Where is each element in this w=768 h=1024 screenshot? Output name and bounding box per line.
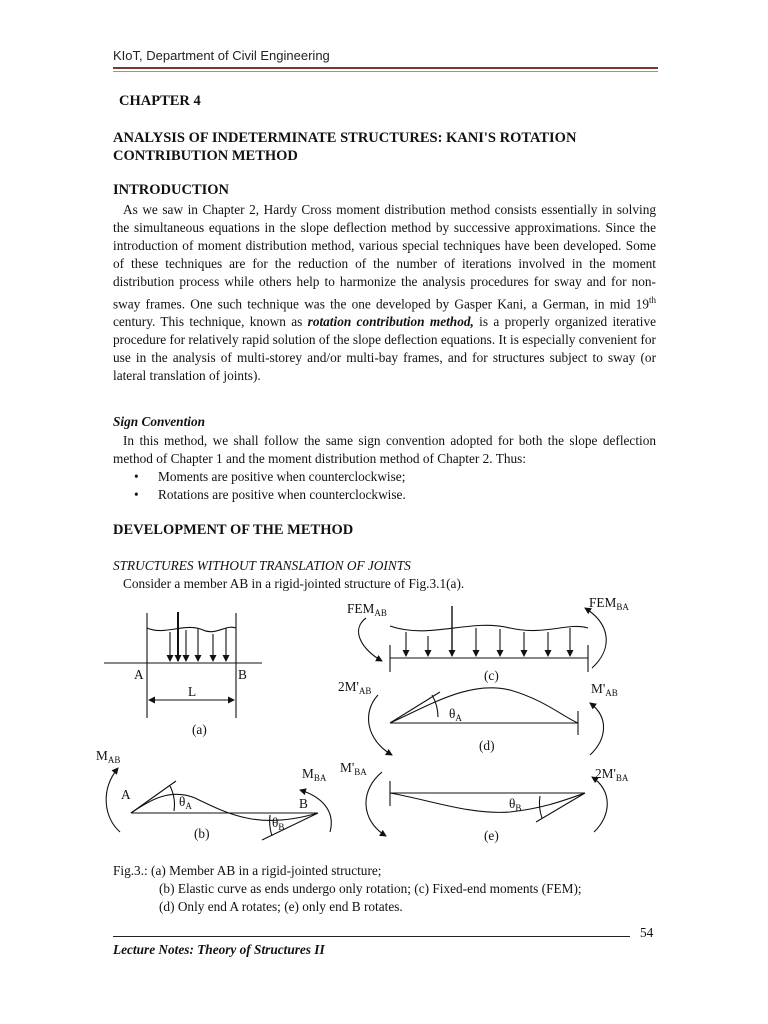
label-e-2m-sub: BA xyxy=(615,773,629,783)
bullet-icon: • xyxy=(134,487,139,502)
label-c-fem-ba-sub: BA xyxy=(616,602,629,612)
svg-text:M'BA xyxy=(340,760,367,777)
label-d-caption: (d) xyxy=(479,738,495,753)
header-rule-thin xyxy=(113,71,658,72)
label-e-theta-sub: B xyxy=(515,803,522,813)
intro-superscript: th xyxy=(648,295,656,305)
svg-text:FEMAB xyxy=(347,601,387,618)
diagram-e xyxy=(366,772,607,836)
intro-text-2: century. This technique, known as xyxy=(113,314,308,330)
svg-text:M'AB xyxy=(591,681,618,698)
caption-line-3: (d) Only end A rotates; (e) only end B rotates. xyxy=(159,899,403,914)
label-b-A: A xyxy=(121,787,131,802)
page-header: KIoT, Department of Civil Engineering xyxy=(113,48,330,63)
sign-convention-text: In this method, we shall follow the same sign convention adopted for both the slope deflection method of Chapter 1 and the moment distribution method of Chapter 2. Thus: xyxy=(113,433,656,466)
label-c-fem-ab-sub: AB xyxy=(374,608,387,618)
label-d-2m-sub: AB xyxy=(358,686,372,696)
label-b-mab: M xyxy=(96,748,108,763)
label-b-mba: M xyxy=(302,766,314,781)
label-b-mba-sub: BA xyxy=(313,773,327,783)
label-e-m: M' xyxy=(340,760,355,775)
label-d-m-sub: AB xyxy=(605,688,618,698)
svg-text:MBA xyxy=(302,766,327,783)
development-heading: DEVELOPMENT OF THE METHOD xyxy=(113,522,354,538)
svg-text:FEMBA xyxy=(589,595,629,612)
label-e-theta: θ xyxy=(509,796,516,811)
footer-rule xyxy=(113,936,630,937)
label-a-L: L xyxy=(188,684,197,699)
label-e-2m: 2M' xyxy=(595,766,616,781)
svg-text:θA xyxy=(449,706,462,723)
svg-text:2M'BA xyxy=(595,766,629,783)
label-d-2m: 2M' xyxy=(338,679,359,694)
list-item xyxy=(134,468,406,486)
label-d-m: M' xyxy=(591,681,606,696)
diagram-b xyxy=(106,768,331,840)
sign-convention-paragraph xyxy=(113,432,656,468)
chapter-title-line-2: CONTRIBUTION METHOD xyxy=(113,148,298,164)
consider-text: Consider a member AB in a rigid-jointed structure of Fig.3.1(a). xyxy=(123,576,465,591)
label-a-caption: (a) xyxy=(192,722,207,737)
label-b-theta-b: θ xyxy=(272,815,279,830)
label-b-caption: (b) xyxy=(194,826,210,841)
label-c-fem-ab: FEM xyxy=(347,601,375,616)
sign-convention-heading: Sign Convention xyxy=(113,414,206,429)
label-b-theta-b-sub: B xyxy=(278,822,285,832)
svg-text:θB xyxy=(272,815,284,832)
list-item-text: Rotations are positive when counterclockwise. xyxy=(158,487,406,502)
figure-caption xyxy=(113,862,582,916)
list-item xyxy=(134,486,406,504)
label-b-theta-a: θ xyxy=(179,794,186,809)
header-rule xyxy=(113,67,658,69)
caption-line-1: Fig.3.: (a) Member AB in a rigid-jointed structure; xyxy=(113,863,382,878)
intro-bold-phrase: rotation contribution method, xyxy=(307,314,474,330)
label-c-caption: (c) xyxy=(484,668,499,683)
figure-diagrams xyxy=(0,590,768,860)
svg-text:θB xyxy=(509,796,521,813)
label-b-theta-a-sub: A xyxy=(185,801,192,811)
chapter-title xyxy=(113,129,658,165)
label-b-B: B xyxy=(299,796,308,811)
label-d-theta-sub: A xyxy=(455,713,462,723)
chapter-title-line-1: ANALYSIS OF INDETERMINATE STRUCTURES: KANI'S ROTATION xyxy=(113,130,577,146)
label-e-m-sub: BA xyxy=(354,767,367,777)
sign-convention-list xyxy=(134,468,406,504)
label-a-A: A xyxy=(134,667,144,682)
label-c-fem-ba: FEM xyxy=(589,595,617,610)
label-e-caption: (e) xyxy=(484,828,499,843)
page-number: 54 xyxy=(640,925,654,940)
svg-text:2M'AB xyxy=(338,679,371,696)
footer-text: Lecture Notes: Theory of Structures II xyxy=(113,942,325,957)
bullet-icon: • xyxy=(134,469,139,484)
caption-line-2: (b) Elastic curve as ends undergo only rotation; (c) Fixed-end moments (FEM); xyxy=(159,881,582,896)
list-item-text: Moments are positive when counterclockwise; xyxy=(158,469,406,484)
chapter-label: CHAPTER 4 xyxy=(119,93,201,109)
structures-subheading: STRUCTURES WITHOUT TRANSLATION OF JOINTS xyxy=(113,558,411,573)
intro-text-1: As we saw in Chapter 2, Hardy Cross moment distribution method consists essentially in solving the simultaneous equations in the slope deflection method by successive approximations. Since the introduction of moment distribution method, various special techniques have been developed. Some of these techniques are for the reduction of the number of iterations involved in the moment distribution process while others help to harmonize the analysis procedures for sway and for non-sway frames. One such technique was the one developed by Gasper Kani, a German, in mid 19 xyxy=(113,202,656,312)
diagram-a xyxy=(104,612,262,718)
label-d-theta: θ xyxy=(449,706,456,721)
diagram-c xyxy=(359,606,607,672)
label-b-mab-sub: AB xyxy=(107,755,121,765)
introduction-heading: INTRODUCTION xyxy=(113,182,230,198)
label-a-B: B xyxy=(238,667,247,682)
intro-text-3: is a properly organized iterative procedure for relatively rapid solution of the slope deflection equations. It is especially convenient for use in the analysis of multi-storey and/or multi-bay frames, and for structures subject to sway (or lateral translation of joints). xyxy=(113,314,656,384)
svg-text:MAB xyxy=(96,748,120,765)
introduction-paragraph xyxy=(113,201,656,385)
